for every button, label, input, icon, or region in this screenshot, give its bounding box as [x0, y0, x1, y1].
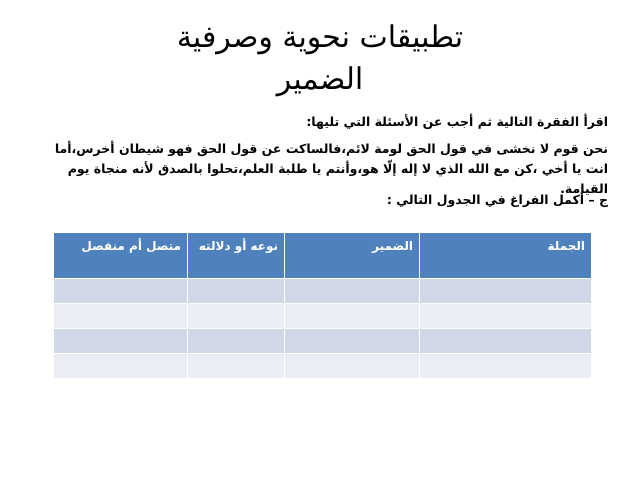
- table-row: [54, 354, 592, 379]
- table-cell[interactable]: [188, 329, 285, 354]
- header-type: نوعه أو دلالته: [188, 233, 285, 279]
- table-cell[interactable]: [420, 304, 592, 329]
- table-row: [54, 304, 592, 329]
- question-text: ج – أكمل الفراغ في الجدول التالي :: [386, 192, 608, 207]
- table-cell[interactable]: [188, 304, 285, 329]
- table-header-row: [54, 233, 592, 279]
- table-cell[interactable]: [420, 329, 592, 354]
- answer-table: [53, 232, 592, 379]
- answer-table-container: [53, 232, 591, 379]
- table-cell[interactable]: [54, 354, 188, 379]
- table-cell[interactable]: [188, 279, 285, 304]
- table-cell[interactable]: [54, 304, 188, 329]
- header-attached: متصل أم منفصل: [54, 233, 188, 279]
- table-cell[interactable]: [420, 279, 592, 304]
- instruction-text: اقرأ الفقرة التالية ثم أجب عن الأسئلة التي تليها:: [306, 114, 608, 129]
- header-sentence: الجملة: [420, 233, 592, 279]
- slide-subtitle: الضمير: [276, 62, 364, 97]
- table-cell[interactable]: [285, 279, 420, 304]
- table-cell[interactable]: [420, 354, 592, 379]
- table-row: [54, 279, 592, 304]
- table-row: [54, 329, 592, 354]
- table-cell[interactable]: [54, 329, 188, 354]
- header-pronoun: الضمير: [285, 233, 420, 279]
- slide-title: تطبيقات نحوية وصرفية: [176, 20, 464, 55]
- table-cell[interactable]: [54, 279, 188, 304]
- table-cell[interactable]: [285, 329, 420, 354]
- table-cell[interactable]: [188, 354, 285, 379]
- table-cell[interactable]: [285, 304, 420, 329]
- table-cell[interactable]: [285, 354, 420, 379]
- paragraph-text: نحن قوم لا نخشى في قول الحق لومة لائم،فالساكت عن قول الحق فهو شيطان أخرس،أما انت يا أخي ،كن مع الله الذي لا إله إلّا هو،وأنتم يا طلبة العلم،تحلوا بالصدق لأنه منجاة يوم القيامة.: [54, 141, 608, 196]
